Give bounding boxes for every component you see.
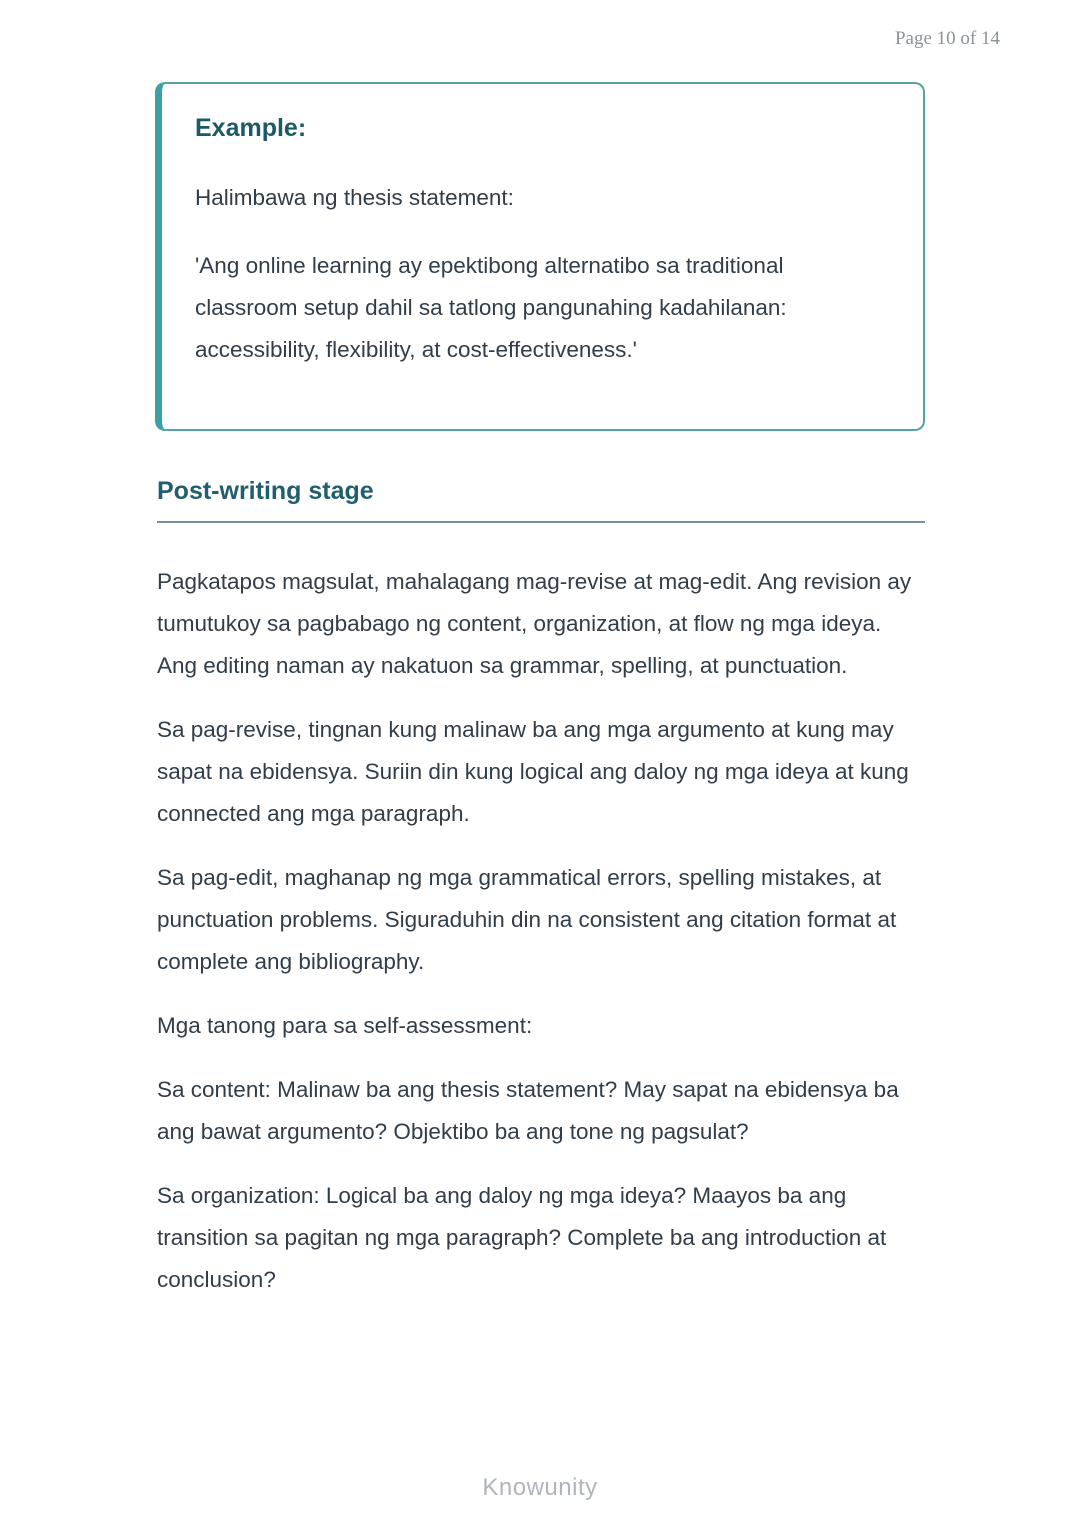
paragraph-sa-content: Sa content: Malinaw ba ang thesis statement? May sapat na ebidensya ba ang bawat argumento? Objektibo ba ang tone ng pagsulat? bbox=[157, 1077, 899, 1144]
example-callout-box bbox=[155, 82, 925, 431]
document-content bbox=[157, 82, 925, 1323]
paragraph-self-assessment-intro: Mga tanong para sa self-assessment: bbox=[157, 1013, 533, 1038]
page-number-indicator: Page 10 of 14 bbox=[894, 28, 1000, 49]
example-box-intro: Halimbawa ng thesis statement: bbox=[195, 185, 514, 210]
footer-brand-knowunity: Knowunity bbox=[482, 1474, 598, 1501]
section-heading-post-writing-stage: Post-writing stage bbox=[157, 477, 925, 523]
paragraph-revision-overview: Pagkatapos magsulat, mahalagang mag-revise at mag-edit. Ang revision ay tumutukoy sa pagbabago ng content, organization, at flow ng mga ideya. Ang editing naman ay nakatuon sa grammar, spelling, at punctuation. bbox=[157, 569, 912, 678]
example-box-title: Example: bbox=[195, 114, 307, 142]
example-box-quote: 'Ang online learning ay epektibong alternatibo sa traditional classroom setup dahil sa tatlong pangunahing kadahilanan: accessibility, flexibility, at cost-effectiveness.' bbox=[195, 253, 787, 362]
paragraph-pag-revise: Sa pag-revise, tingnan kung malinaw ba ang mga argumento at kung may sapat na ebidensya. Suriin din kung logical ang daloy ng mga ideya at kung connected ang mga paragraph. bbox=[157, 717, 909, 826]
paragraph-sa-organization: Sa organization: Logical ba ang daloy ng mga ideya? Maayos ba ang transition sa pagitan ng mga paragraph? Complete ba ang introduction at conclusion? bbox=[157, 1183, 887, 1292]
paragraph-pag-edit: Sa pag-edit, maghanap ng mga grammatical errors, spelling mistakes, at punctuation problems. Siguraduhin din na consistent ang citation format at complete ang bibliography. bbox=[157, 865, 897, 974]
